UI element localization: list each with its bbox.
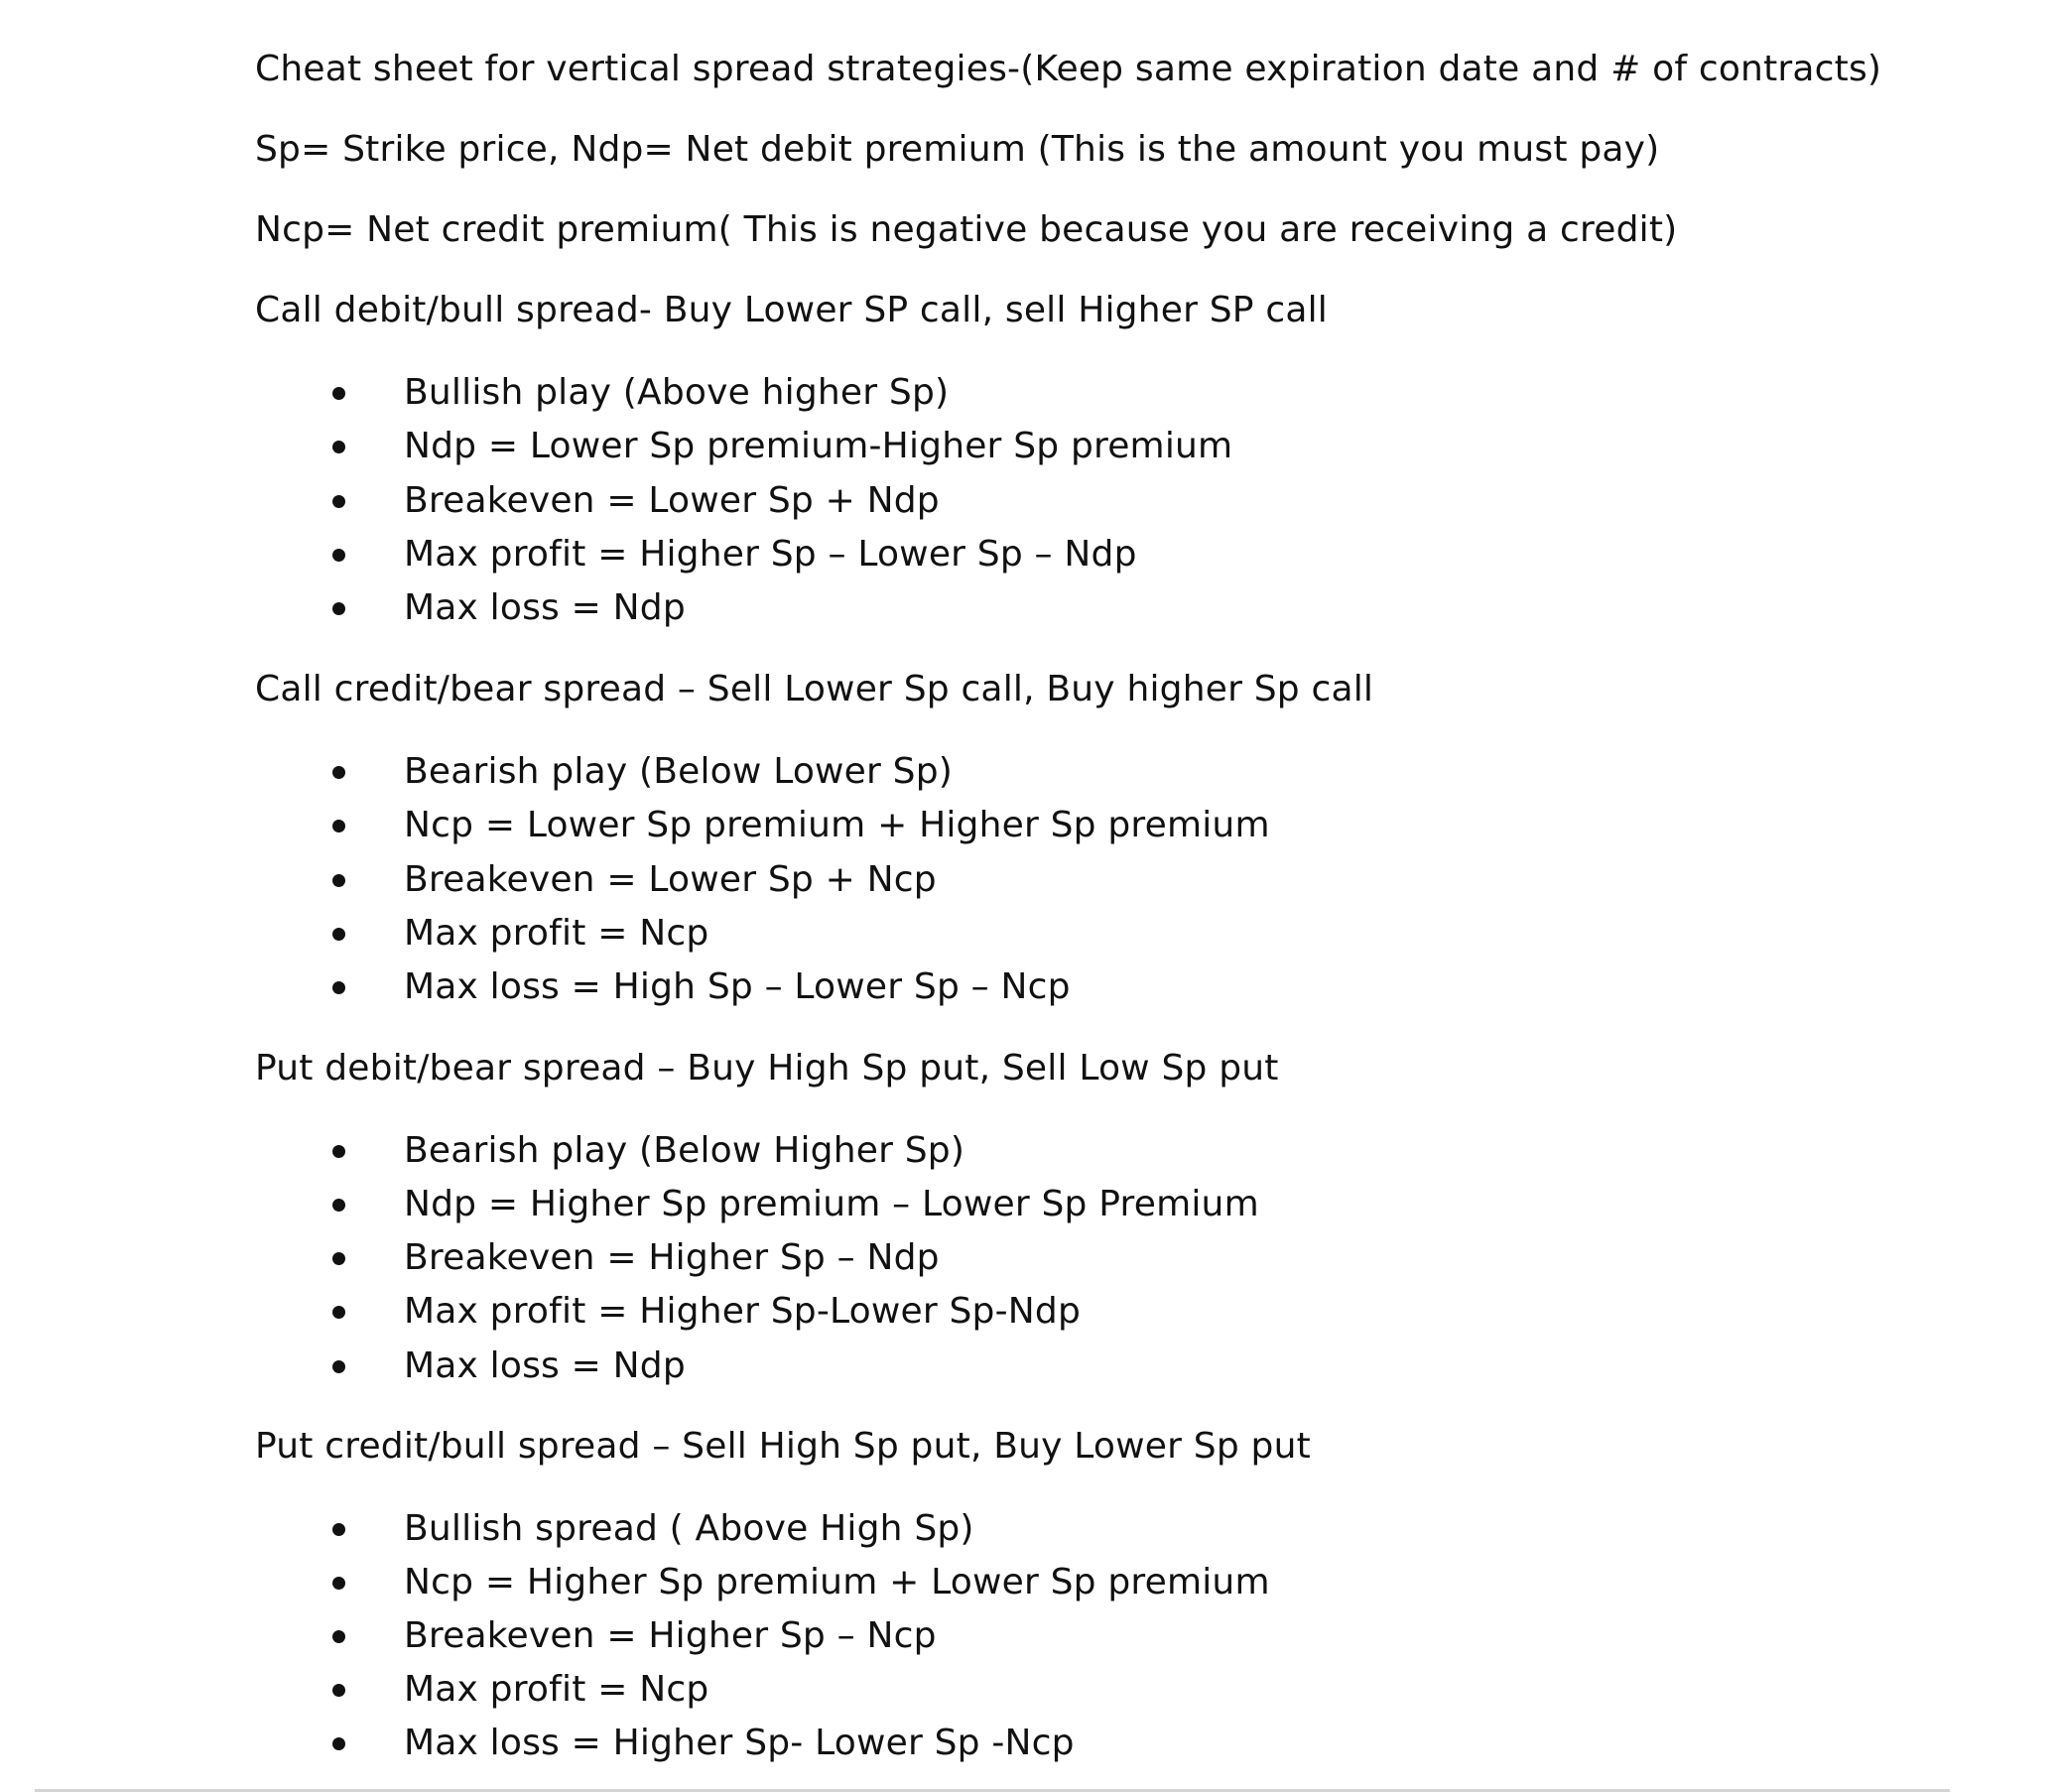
section-heading-put-credit: Put credit/bull spread – Sell High Sp put, Buy Lower Sp put <box>255 1426 1311 1467</box>
list-item-text: Breakeven = Higher Sp – Ndp <box>404 1237 940 1278</box>
section-heading-call-credit: Call credit/bear spread – Sell Lower Sp call, Buy higher Sp call <box>255 669 1374 709</box>
list-item-text: Ndp = Higher Sp premium – Lower Sp Premium <box>404 1184 1259 1224</box>
bullet-icon <box>332 1630 345 1643</box>
section-heading-call-debit: Call debit/bull spread- Buy Lower SP call, sell Higher SP call <box>255 290 1329 330</box>
bullet-icon <box>332 1577 345 1590</box>
list-item-text: Max profit = Ncp <box>404 1669 709 1710</box>
bullet-icon <box>332 441 345 453</box>
bullet-icon <box>332 874 345 887</box>
bullet-icon <box>332 928 345 941</box>
document-title: Cheat sheet for vertical spread strategies-(Keep same expiration date and # of contracts) <box>255 49 1882 89</box>
bullet-icon <box>332 1523 345 1536</box>
list-item-text: Max loss = High Sp – Lower Sp – Ncp <box>404 966 1071 1007</box>
bullet-icon <box>332 495 345 508</box>
section-heading-put-debit: Put debit/bear spread – Buy High Sp put, Sell Low Sp put <box>255 1048 1279 1088</box>
bullet-icon <box>332 1145 345 1158</box>
list-item-text: Bullish play (Above higher Sp) <box>404 372 950 413</box>
list-item-text: Ndp = Lower Sp premium-Higher Sp premium <box>404 426 1233 466</box>
bullet-icon <box>332 1737 345 1750</box>
definition-sp-ndp: Sp= Strike price, Ndp= Net debit premium (This is the amount you must pay) <box>255 129 1660 170</box>
bullet-icon <box>332 820 345 832</box>
list-item-text: Breakeven = Higher Sp – Ncp <box>404 1615 937 1656</box>
bullet-icon <box>332 1252 345 1265</box>
list-item-text: Max profit = Ncp <box>404 913 709 954</box>
list-item-text: Breakeven = Lower Sp + Ncp <box>404 859 937 900</box>
list-item-text: Max profit = Higher Sp-Lower Sp-Ndp <box>404 1291 1082 1332</box>
bullet-icon <box>332 549 345 562</box>
list-item-text: Breakeven = Lower Sp + Ndp <box>404 480 940 521</box>
bullet-icon <box>332 1199 345 1212</box>
list-item-text: Max loss = Ndp <box>404 1345 686 1386</box>
bullet-icon <box>332 981 345 994</box>
list-item-text: Bearish play (Below Higher Sp) <box>404 1130 965 1171</box>
bullet-icon <box>332 1306 345 1319</box>
list-item-text: Max profit = Higher Sp – Lower Sp – Ndp <box>404 534 1137 575</box>
list-item-text: Max loss = Higher Sp- Lower Sp -Ncp <box>404 1723 1075 1763</box>
bullet-icon <box>332 387 345 400</box>
bullet-icon <box>332 602 345 615</box>
list-item-text: Max loss = Ndp <box>404 587 686 628</box>
list-item-text: Ncp = Lower Sp premium + Higher Sp premium <box>404 805 1270 845</box>
bullet-icon <box>332 1684 345 1697</box>
list-item-text: Bullish spread ( Above High Sp) <box>404 1508 974 1549</box>
bullet-icon <box>332 766 345 779</box>
list-item-text: Bearish play (Below Lower Sp) <box>404 751 954 792</box>
list-item-text: Ncp = Higher Sp premium + Lower Sp premium <box>404 1562 1270 1602</box>
definition-ncp: Ncp= Net credit premium( This is negative because you are receiving a credit) <box>255 209 1678 250</box>
bullet-icon <box>332 1360 345 1373</box>
